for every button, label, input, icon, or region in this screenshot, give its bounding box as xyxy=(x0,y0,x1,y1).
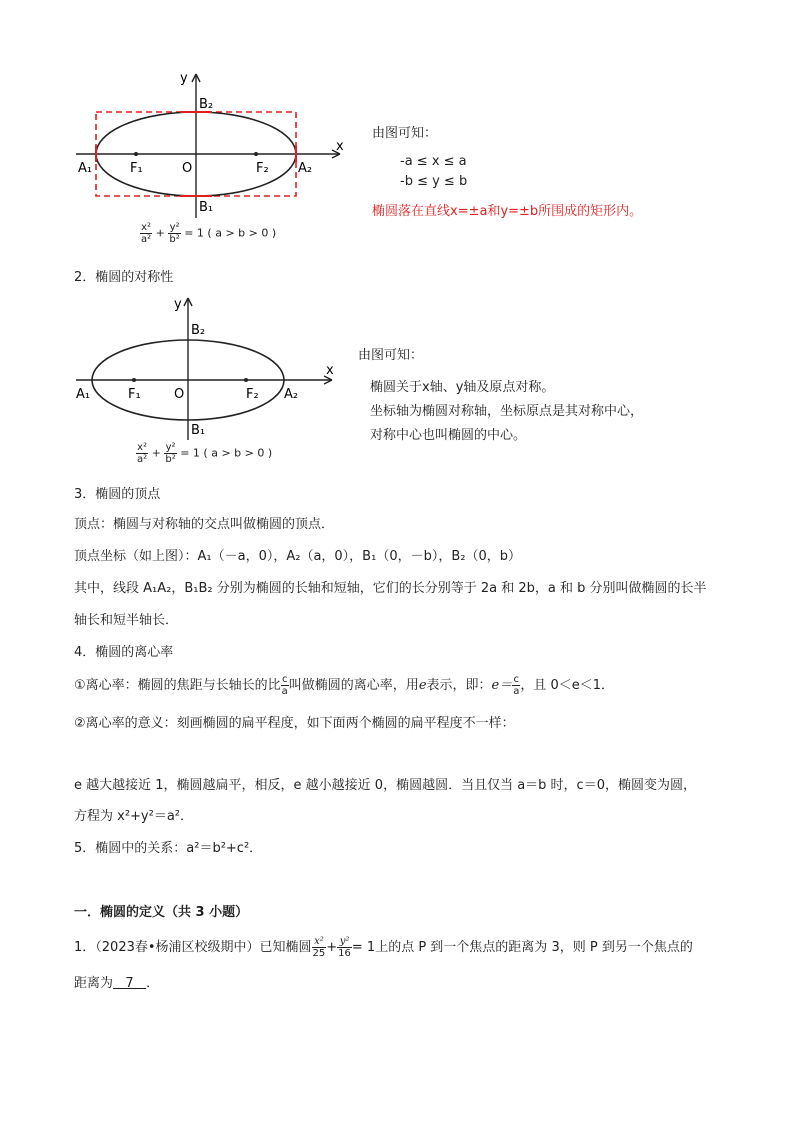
axis-description-1: 其中，线段 A₁A₂，B₁B₂ 分别为椭圆的长轴和短轴，它们的长分别等于 2a 和 2b，a 和 b 分别叫做椭圆的长半 xyxy=(74,581,707,596)
note-symmetry-3: 对称中心也叫椭圆的中心。 xyxy=(370,428,527,443)
note-title: 由图可知： xyxy=(358,348,424,363)
eccentricity-explanation-2: 方程为 x²+y²＝a²． xyxy=(74,809,194,824)
focus-point-f1 xyxy=(134,152,138,156)
label-f1: F₁ xyxy=(128,387,141,402)
focus-point-f1 xyxy=(132,378,136,382)
figure-ellipse-bounds xyxy=(70,68,360,248)
question-1-answer: 7 xyxy=(113,976,147,991)
section-5-relation: 5．椭圆中的关系：a²＝b²+c²． xyxy=(74,841,263,856)
axis-label-y: y xyxy=(180,71,188,86)
section-2-heading: 2．椭圆的对称性 xyxy=(74,270,174,285)
ellipse-equation-2: $\frac{\text{x²}}{\text{a²}}$ + $\frac{\text{y²}}{\text{b²}}$ = 1 ( a > b > 0 ) xyxy=(137,442,273,465)
eccentricity-explanation-1: e 越大越接近 1，椭圆越扁平，相反，e 越小越接近 0，椭圆越圆．当且仅当 a＝b 时，c＝0，椭圆变为圆， xyxy=(74,778,696,793)
label-b2: B₂ xyxy=(191,323,206,338)
label-b1: B₁ xyxy=(191,423,206,438)
focus-point-f2 xyxy=(254,152,258,156)
focus-point-f2 xyxy=(244,378,248,382)
note-x-range: -a ≤ x ≤ a xyxy=(400,154,467,169)
label-origin: O xyxy=(174,387,185,402)
section-3-heading: 3．椭圆的顶点 xyxy=(74,487,161,502)
label-origin: O xyxy=(182,161,193,176)
label-f2: F₂ xyxy=(246,387,259,402)
note-symmetry-1: 椭圆关于x轴、y轴及原点对称。 xyxy=(370,380,555,395)
figure2-note xyxy=(358,346,643,448)
axis-description-2: 轴长和短半轴长． xyxy=(74,613,179,628)
part-1-title: 一．椭圆的定义（共 3 小题） xyxy=(74,905,249,920)
label-a2: A₂ xyxy=(298,161,313,176)
axis-label-x: x xyxy=(336,139,344,154)
note-y-range: -b ≤ y ≤ b xyxy=(400,174,468,189)
section-4-heading: 4．椭圆的离心率 xyxy=(74,645,174,660)
vertex-definition: 顶点：椭圆与对称轴的交点叫做椭圆的顶点． xyxy=(74,517,335,532)
axis-label-y: y xyxy=(174,297,182,312)
figure1-note xyxy=(372,124,642,222)
label-a1: A₁ xyxy=(76,387,91,402)
axis-label-x: x xyxy=(326,363,334,378)
eccentricity-meaning: ②离心率的意义：刻画椭圆的扁平程度，如下面两个椭圆的扁平程度不一样： xyxy=(74,716,515,731)
note-title: 由图可知： xyxy=(372,126,438,141)
question-1-line-1: 1．（2023春•杨浦区校级期中）已知椭圆 $\frac{\text{x²}}{25}$ + $\frac{\text{y²}}{16}$ = 1上的点 P 到一个焦点的距离为 3，则 P 到另一个焦点的 xyxy=(74,936,693,959)
label-f1: F₁ xyxy=(130,161,143,176)
question-1-line-2: 距离为 7 ． xyxy=(74,976,160,991)
label-b2: B₂ xyxy=(199,97,214,112)
label-f2: F₂ xyxy=(256,161,269,176)
eccentricity-definition: ①离心率：椭圆的焦距与长轴长的比 $\frac{c}{a}$ 叫做椭圆的离心率，用e表示，即：e＝ $\frac{c}{a}$ ，且 0＜e＜1． xyxy=(74,674,615,697)
note-symmetry-2: 坐标轴为椭圆对称轴，坐标原点是其对称中心， xyxy=(370,404,644,419)
vertex-coordinates: 顶点坐标（如上图）：A₁（－a，0），A₂（a，0），B₁（0，－b），B₂（0，b） xyxy=(74,549,521,564)
label-a2: A₂ xyxy=(284,387,299,402)
label-b1: B₁ xyxy=(199,200,214,215)
ellipse-equation-1: $\frac{\text{x²}}{\text{a²}}$ + $\frac{\text{y²}}{\text{b²}}$ = 1 ( a > b > 0 ) xyxy=(141,222,277,245)
label-a1: A₁ xyxy=(78,161,93,176)
note-red-conclusion: 椭圆落在直线x=±a和y=±b所围成的矩形内。 xyxy=(372,204,643,219)
